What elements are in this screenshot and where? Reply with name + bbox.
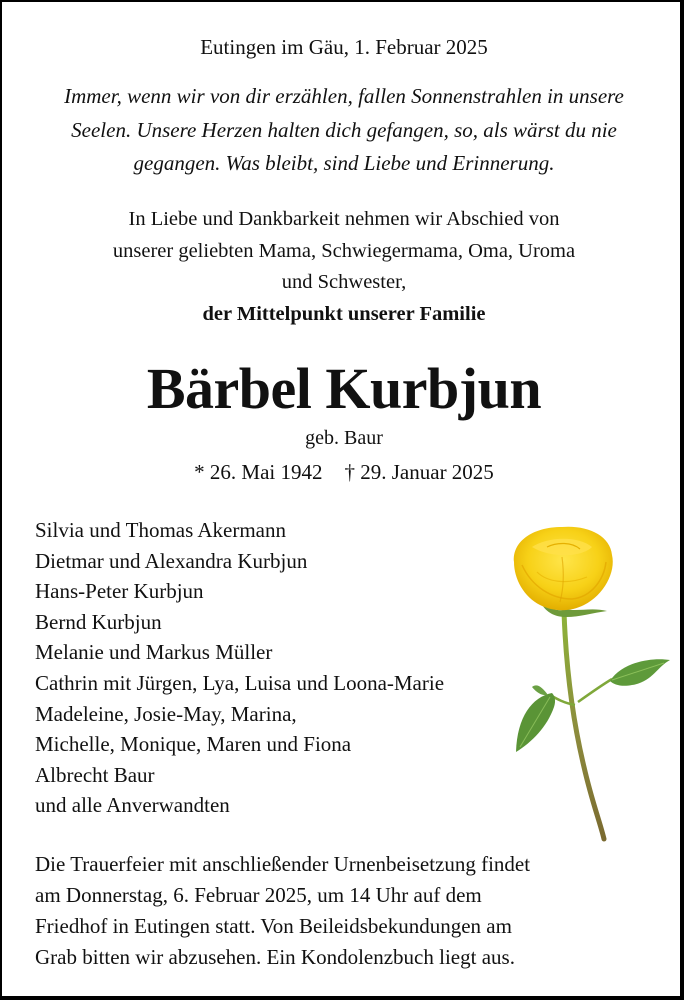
service-line: am Donnerstag, 6. Februar 2025, um 14 Uhr auf dem [35,883,482,907]
service-line: Grab bitten wir abzusehen. Ein Kondolenzbuch liegt aus. [35,945,515,969]
list-item: Madeleine, Josie-May, Marina, [35,701,297,726]
quote-line: gegangen. Was bleibt, sind Liebe und Erinnerung. [133,151,555,175]
service-line: Friedhof in Eutingen statt. Von Beileidsbekundungen am [35,914,512,938]
list-item: Albrecht Baur [35,762,155,787]
death-date: † 29. Januar 2025 [344,460,494,484]
yellow-rose-icon [492,517,682,847]
maiden-name: geb. Baur [305,427,383,449]
list-item: Silvia und Thomas Akermann [35,518,287,542]
quote-line: Immer, wenn wir von dir erzählen, fallen Sonnenstrahlen in unsere [64,84,624,108]
life-dates [2,457,684,487]
service-line: Die Trauerfeier mit anschließender Urnenbeisetzung findet [35,852,531,876]
list-item: und alle Anverwandten [35,793,230,818]
list-item: Cathrin mit Jürgen, Lya, Luisa und Loona-Marie [35,670,445,695]
mourners-list [35,515,444,821]
intro-line: In Liebe und Dankbarkeit nehmen wir Abschied von [128,208,560,230]
intro-text [2,204,684,330]
list-item: Bernd Kurbjun [35,609,162,634]
deceased-name: Bärbel Kurbjun [146,356,542,421]
memorial-quote [2,80,684,181]
birth-date: * 26. Mai 1942 [194,460,323,484]
intro-emphasis: der Mittelpunkt unserer Familie [202,302,486,325]
list-item: Melanie und Markus Müller [35,640,273,665]
intro-line: unserer geliebten Mama, Schwiegermama, Oma, Uroma [112,239,576,262]
list-item: Hans-Peter Kurbjun [35,579,204,604]
intro-line: und Schwester, [281,271,407,293]
list-item: Dietmar und Alexandra Kurbjun [35,548,308,573]
service-information [35,849,665,973]
quote-line: Seelen. Unsere Herzen halten dich gefangen, so, als wärst du nie [71,117,617,142]
list-item: Michelle, Monique, Maren und Fiona [35,732,352,757]
place-date: Eutingen im Gäu, 1. Februar 2025 [200,35,488,59]
